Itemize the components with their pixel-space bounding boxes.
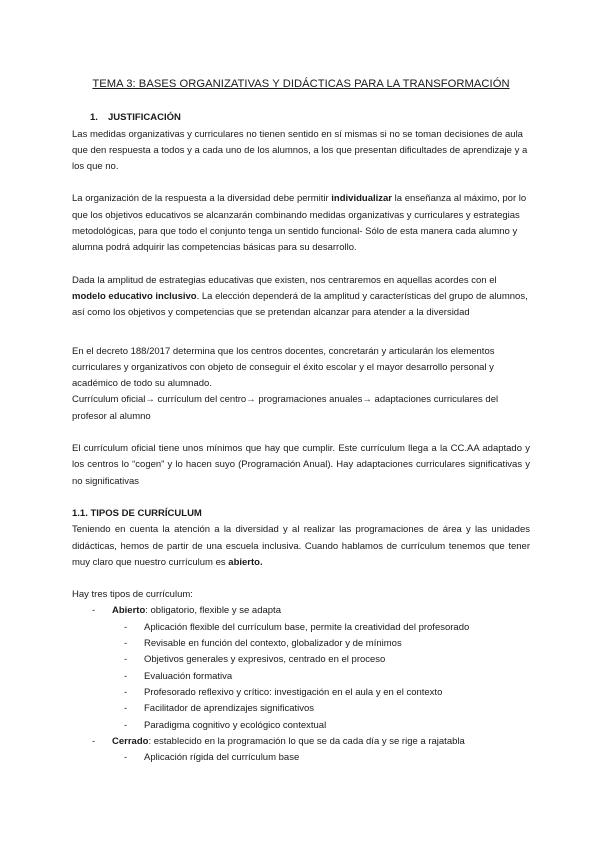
list-item-text: Aplicación rígida del currículum base (144, 752, 300, 764)
bullet-dash: - (124, 638, 128, 650)
list-item-text: Revisable en función del contexto, globalizador y de mínimos (144, 638, 402, 650)
subsection-paragraph-1 (72, 522, 530, 571)
list-item (72, 620, 530, 636)
paragraph-4: En el decreto 188/2017 determina que los centros docentes, concretarán y articularán los elementos curriculares y organizativos con objeto de conseguir el éxito escolar y el mayor desarrollo personal y académico de todo su alumnado. (72, 345, 495, 390)
bullet-dash: - (124, 670, 128, 682)
bullet-dash: - (92, 735, 96, 747)
curriculum-types-list (72, 603, 530, 766)
type-name: Cerrado (112, 735, 149, 747)
paragraph-3-bold: modelo educativo inclusivo (72, 290, 197, 302)
list-item-text: Aplicación flexible del currículum base, permite la creatividad del profesorado (144, 621, 470, 633)
section-heading-justificacion (90, 110, 530, 126)
list-item (72, 750, 530, 766)
bullet-dash: - (124, 703, 128, 715)
subsection-paragraph-1-bold: abierto. (228, 556, 263, 568)
paragraph-5: Currículum oficial→ currículum del centro→ programaciones anuales→ adaptaciones curriculares del profesor al alumno (72, 394, 499, 422)
list-item-text: Paradigma cognitivo y ecológico contextual (144, 719, 327, 731)
list-item-text: Facilitador de aprendizajes significativos (144, 703, 315, 715)
paragraph-2-text-a: La organización de la respuesta a la diversidad debe permitir (72, 193, 332, 205)
list-item-text: Profesorado reflexivo y crítico: investigación en el aula y en el contexto (144, 686, 443, 698)
paragraph-1: Las medidas organizativas y curriculares no tienen sentido en sí mismas si no se toman decisiones de aula que den respuesta a todos y a cada uno de los alumnos, a los que presentan dificultades de aprendizaje y a los que no. (72, 128, 528, 173)
paragraph-3-text-a: Dada la amplitud de estrategias educativas que existen, nos centraremos en aquellas acordes con el (72, 274, 497, 286)
paragraph-2-bold: individualizar (331, 193, 393, 205)
document-title: TEMA 3: BASES ORGANIZATIVAS Y DIDÁCTICAS PARA LA TRANSFORMACIÓN (92, 78, 510, 90)
types-intro: Hay tres tipos de currículum: (72, 589, 193, 601)
paragraph-6: El currículum oficial tiene unos mínimos que hay que cumplir. Este currículum llega a la CC.AA adaptado y los centros lo “cogen” y lo hacen suyo (Programación Anual). Hay adaptaciones curriculares significativas y no significativas (72, 443, 530, 487)
bullet-dash: - (124, 654, 128, 666)
list-item-text: Evaluación formativa (144, 670, 233, 682)
paragraph-3-text-b: . La elección dependerá de la amplitud y características del grupo de alumnos, así como los objetivos y competencias que se pretendan alcanzar para atender a la diversidad (72, 290, 528, 319)
bullet-dash: - (124, 719, 128, 731)
paragraph-3 (72, 273, 530, 322)
list-item (72, 685, 530, 701)
bullet-dash: - (124, 752, 128, 764)
section-number: 1. (90, 112, 98, 124)
type-description: : obligatorio, flexible y se adapta (145, 605, 281, 617)
list-item (72, 652, 530, 668)
list-item-abierto (72, 603, 530, 619)
bullet-dash: - (124, 621, 128, 633)
bullet-dash: - (124, 686, 128, 698)
bullet-dash: - (92, 605, 96, 617)
list-item (72, 636, 530, 652)
list-item (72, 718, 530, 734)
list-item-cerrado (72, 734, 530, 750)
list-item-text: Objetivos generales y expresivos, centrado en el proceso (144, 654, 386, 666)
paragraph-2 (72, 191, 530, 256)
subsection-paragraph-1-text: Teniendo en cuenta la atención a la diversidad y al realizar las programaciones de área y las unidades didácticas, hemos de partir de una escuela inclusiva. Cuando hablamos de currículum tenemos que tener muy claro que nuestro currículum es (72, 524, 530, 568)
subsection-heading-tipos: 1.1. TIPOS DE CURRÍCULUM (72, 507, 202, 519)
list-item (72, 701, 530, 717)
paragraph-2-text-b: la enseñanza al máximo, por lo que los objetivos educativos se alcanzarán combinando medidas organizativas y curriculares y estrategias metodológicas, para que todo el conjunto tenga un sentido funcional- Sólo de esta manera cada alumno y alumna podrá adquirir las competencias básicas para su desarrollo. (72, 193, 527, 254)
list-item (72, 669, 530, 685)
type-name: Abierto (112, 605, 146, 617)
section-title: JUSTIFICACIÓN (108, 112, 181, 124)
type-description: : establecido en la programación lo que se da cada día y se rige a rajatabla (148, 735, 465, 747)
